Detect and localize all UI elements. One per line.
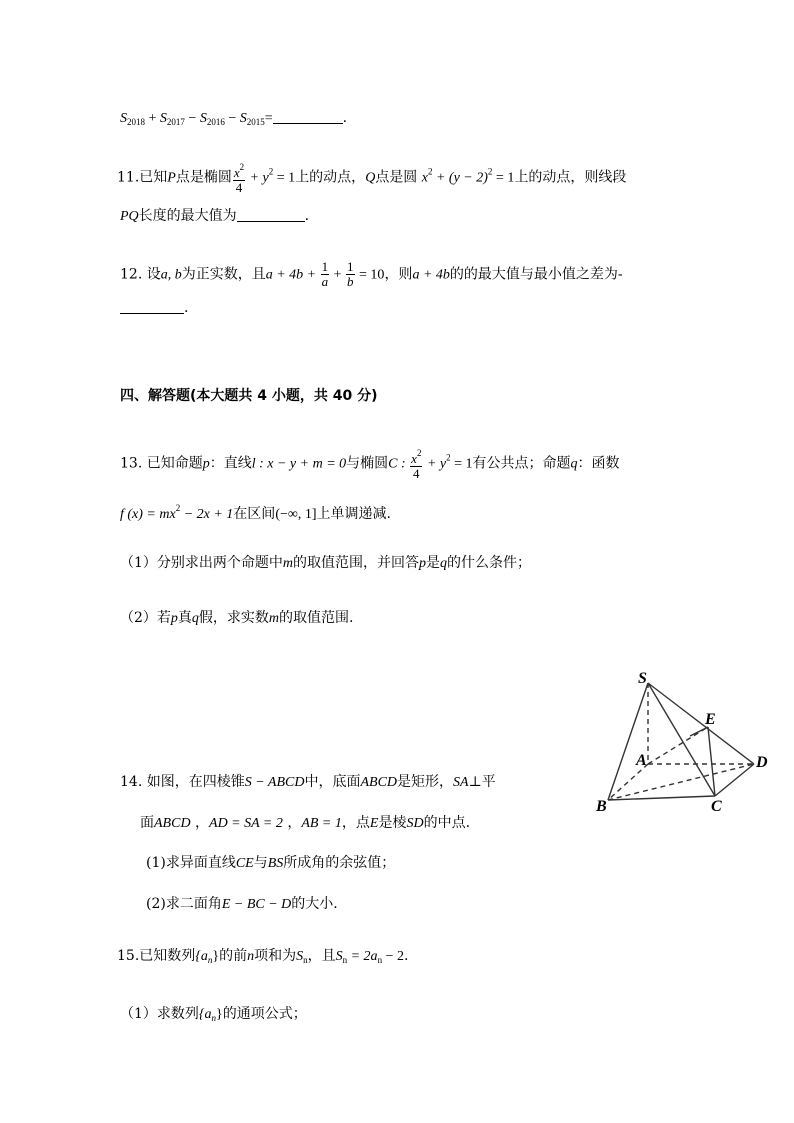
math: a + 4b	[412, 267, 450, 283]
sum-expression-line	[120, 108, 347, 132]
text: 假，求实数	[198, 610, 269, 626]
text: ，	[190, 815, 210, 831]
math: {a	[198, 1007, 212, 1022]
s-term: S	[199, 111, 207, 126]
s-term: S	[239, 111, 247, 126]
text: 点是椭圆	[175, 169, 232, 186]
superscript: 2	[427, 166, 433, 177]
question-15-line-1	[117, 946, 408, 970]
answer-blank[interactable]	[237, 207, 305, 222]
text: 真	[177, 610, 192, 626]
subscript: n	[342, 955, 348, 965]
text: 的中点.	[423, 815, 471, 831]
section-heading: 四、解答题(本大题共 4 小题，共 40 分)	[120, 388, 378, 404]
var-x: x	[411, 451, 417, 466]
vertex-label-b: B	[596, 798, 607, 815]
math: = 1	[450, 456, 473, 472]
edge-sc	[648, 683, 715, 796]
text: 已知	[139, 169, 168, 186]
fraction-1-over-a	[321, 260, 330, 289]
text: （1）求数列	[120, 1006, 199, 1022]
var-m: m	[282, 556, 294, 571]
math: S	[296, 949, 304, 964]
var-p: P	[167, 170, 176, 186]
fraction-denominator: 4	[413, 466, 420, 481]
question-14-line-2	[140, 813, 470, 834]
fraction-1-over-b	[346, 260, 355, 289]
var-q: q	[570, 456, 578, 472]
math: = 2a	[347, 949, 378, 964]
s-term: S	[120, 111, 127, 126]
question-13-line-1	[120, 446, 620, 481]
text: 上的动点，则线段	[514, 169, 627, 186]
question-14-line-1	[120, 772, 496, 793]
math: a, b	[160, 267, 182, 283]
math: E − BC − D	[221, 897, 292, 912]
math: = 1	[492, 170, 515, 186]
question-number: 12.	[120, 266, 143, 283]
text: 的大小.	[291, 896, 338, 912]
math: a + 4b +	[265, 267, 320, 283]
math: S − ABCD	[244, 775, 305, 790]
var-p: p	[419, 556, 427, 571]
pyramid-figure	[590, 668, 775, 818]
vertex-label-d: D	[756, 754, 768, 771]
fraction-numerator	[233, 160, 245, 181]
superscript: 2	[175, 503, 181, 513]
fraction-numerator: 1	[321, 259, 329, 274]
text: 长度的最大值为	[138, 208, 237, 224]
question-number: 15.	[117, 948, 140, 964]
math: }	[212, 949, 220, 964]
math: AD = SA = 2	[209, 816, 283, 831]
ellipse-fraction	[233, 160, 245, 195]
text: ，	[282, 815, 302, 831]
text: 中，底面	[304, 774, 361, 790]
var-q: q	[191, 611, 199, 626]
text: 项和为	[254, 948, 297, 964]
fraction-numerator	[410, 446, 422, 467]
math: ABCD	[360, 775, 398, 790]
period: .	[342, 110, 348, 126]
text: 面	[140, 815, 154, 831]
text: ：直线	[209, 455, 252, 472]
math: = 10	[355, 267, 385, 283]
text: ，且	[307, 948, 336, 964]
var-x: x	[233, 165, 240, 180]
question-13-line-2	[120, 498, 391, 525]
text: 为正实数，且	[181, 266, 266, 283]
math: f (x) = mx	[120, 507, 176, 522]
math: ABCD	[154, 816, 191, 831]
superscript: 2	[239, 162, 245, 172]
var-q: Q	[365, 170, 376, 186]
edge-sd	[648, 683, 754, 764]
question-number: 13.	[120, 455, 143, 472]
vertex-label-a: A	[636, 752, 647, 769]
superscript: 2	[487, 166, 493, 177]
text: 与椭圆	[346, 455, 389, 472]
vertex-label-c: C	[711, 798, 722, 815]
subscript: 2015	[246, 117, 265, 127]
text: 上的动点，	[295, 169, 366, 186]
var-pq: PQ	[120, 209, 139, 224]
text: 如图，在四棱锥	[146, 774, 245, 790]
fraction-numerator: 1	[347, 259, 354, 274]
subscript: 2018	[127, 117, 145, 127]
superscript: 2	[416, 448, 422, 458]
math: AB = 1	[301, 816, 342, 831]
math: BS	[267, 856, 284, 871]
text: 已知数列	[139, 948, 196, 964]
math: − 2x + 1	[180, 507, 234, 522]
var-p: p	[202, 456, 210, 472]
text: 的通项公式；	[222, 1006, 307, 1022]
s-term: S	[159, 111, 167, 126]
question-15-part-1	[120, 1004, 307, 1028]
text: ：函数	[577, 455, 620, 472]
math: l : x − y + m = 0	[251, 456, 347, 472]
math: }	[216, 1007, 223, 1022]
period: .	[304, 208, 310, 224]
text: 点是圆	[375, 169, 422, 186]
math: {a	[195, 949, 208, 964]
var-n: n	[247, 949, 255, 964]
subscript: 2017	[166, 117, 185, 127]
period: .	[403, 948, 409, 964]
math: (−∞, 1]	[275, 507, 317, 522]
fraction-denominator: b	[347, 274, 354, 289]
question-number: 14.	[120, 774, 143, 790]
text: 在区间	[233, 506, 276, 522]
text: (2)求二面角	[146, 896, 222, 912]
math: SD	[406, 816, 424, 831]
text: 是矩形，	[397, 774, 454, 790]
text: 设	[146, 266, 161, 283]
math: + y	[423, 456, 447, 472]
question-number: 11.	[117, 169, 140, 186]
fraction-denominator: a	[321, 274, 329, 289]
vertex-label-e: E	[705, 711, 716, 728]
math: +	[330, 267, 346, 283]
question-13-part-2	[120, 608, 354, 629]
question-14-part-1	[146, 853, 395, 874]
var-q: q	[440, 556, 448, 571]
math: − 2	[382, 949, 404, 964]
edge-bc	[608, 796, 715, 800]
var-e: E	[369, 816, 379, 831]
operator: −	[184, 111, 200, 126]
question-12-line-2	[120, 298, 188, 318]
text: 的取值范围，并回答	[293, 555, 420, 571]
text: 上单调递减.	[316, 506, 391, 522]
math: x	[421, 170, 428, 186]
period: .	[184, 300, 189, 316]
subscript: n	[377, 955, 383, 965]
text: 已知命题	[146, 455, 203, 472]
text: （1）分别求出两个命题中	[120, 555, 283, 571]
question-11-line-1	[117, 160, 626, 195]
math: = 1	[273, 170, 296, 186]
operator: −	[224, 111, 240, 126]
question-13-part-1	[120, 553, 531, 574]
math: S	[335, 949, 343, 964]
question-11-line-2	[120, 206, 309, 227]
vertex-label-s: S	[638, 670, 647, 687]
text: 的的最大值与最小值之差为-	[449, 266, 623, 283]
text: 有公共点；命题	[472, 455, 571, 472]
text: ，点	[341, 815, 370, 831]
subscript: n	[207, 955, 213, 965]
math: + (y − 2)	[432, 170, 488, 186]
subscript: n	[211, 1013, 217, 1023]
text: (1)求异面直线	[146, 855, 236, 871]
text: 与	[253, 855, 268, 871]
text: ⊥平	[468, 774, 496, 790]
text: 所成角的余弦值；	[283, 855, 396, 871]
fraction-denominator: 4	[235, 180, 243, 195]
var-m: m	[268, 611, 280, 626]
subscript: 2016	[206, 117, 225, 127]
question-12-line-1	[120, 260, 623, 289]
math: + y	[246, 170, 269, 186]
math: C :	[388, 456, 410, 472]
subscript: n	[303, 955, 308, 965]
text: 是棱	[378, 815, 407, 831]
var-p: p	[170, 611, 178, 626]
math: SA	[453, 775, 469, 790]
answer-blank[interactable]	[273, 109, 343, 124]
equals: =	[264, 111, 273, 126]
superscript: 2	[446, 452, 451, 463]
ellipse-fraction	[410, 446, 422, 481]
question-14-part-2	[146, 894, 338, 915]
superscript: 2	[268, 166, 274, 177]
text: 的前	[219, 948, 248, 964]
text: ，则	[384, 266, 413, 283]
text: 是	[426, 555, 441, 571]
operator: +	[145, 111, 160, 126]
text: 的什么条件；	[447, 555, 532, 571]
answer-blank[interactable]	[120, 299, 184, 314]
math: CE	[235, 856, 254, 871]
text: （2）若	[120, 610, 171, 626]
text: 的取值范围.	[279, 610, 354, 626]
